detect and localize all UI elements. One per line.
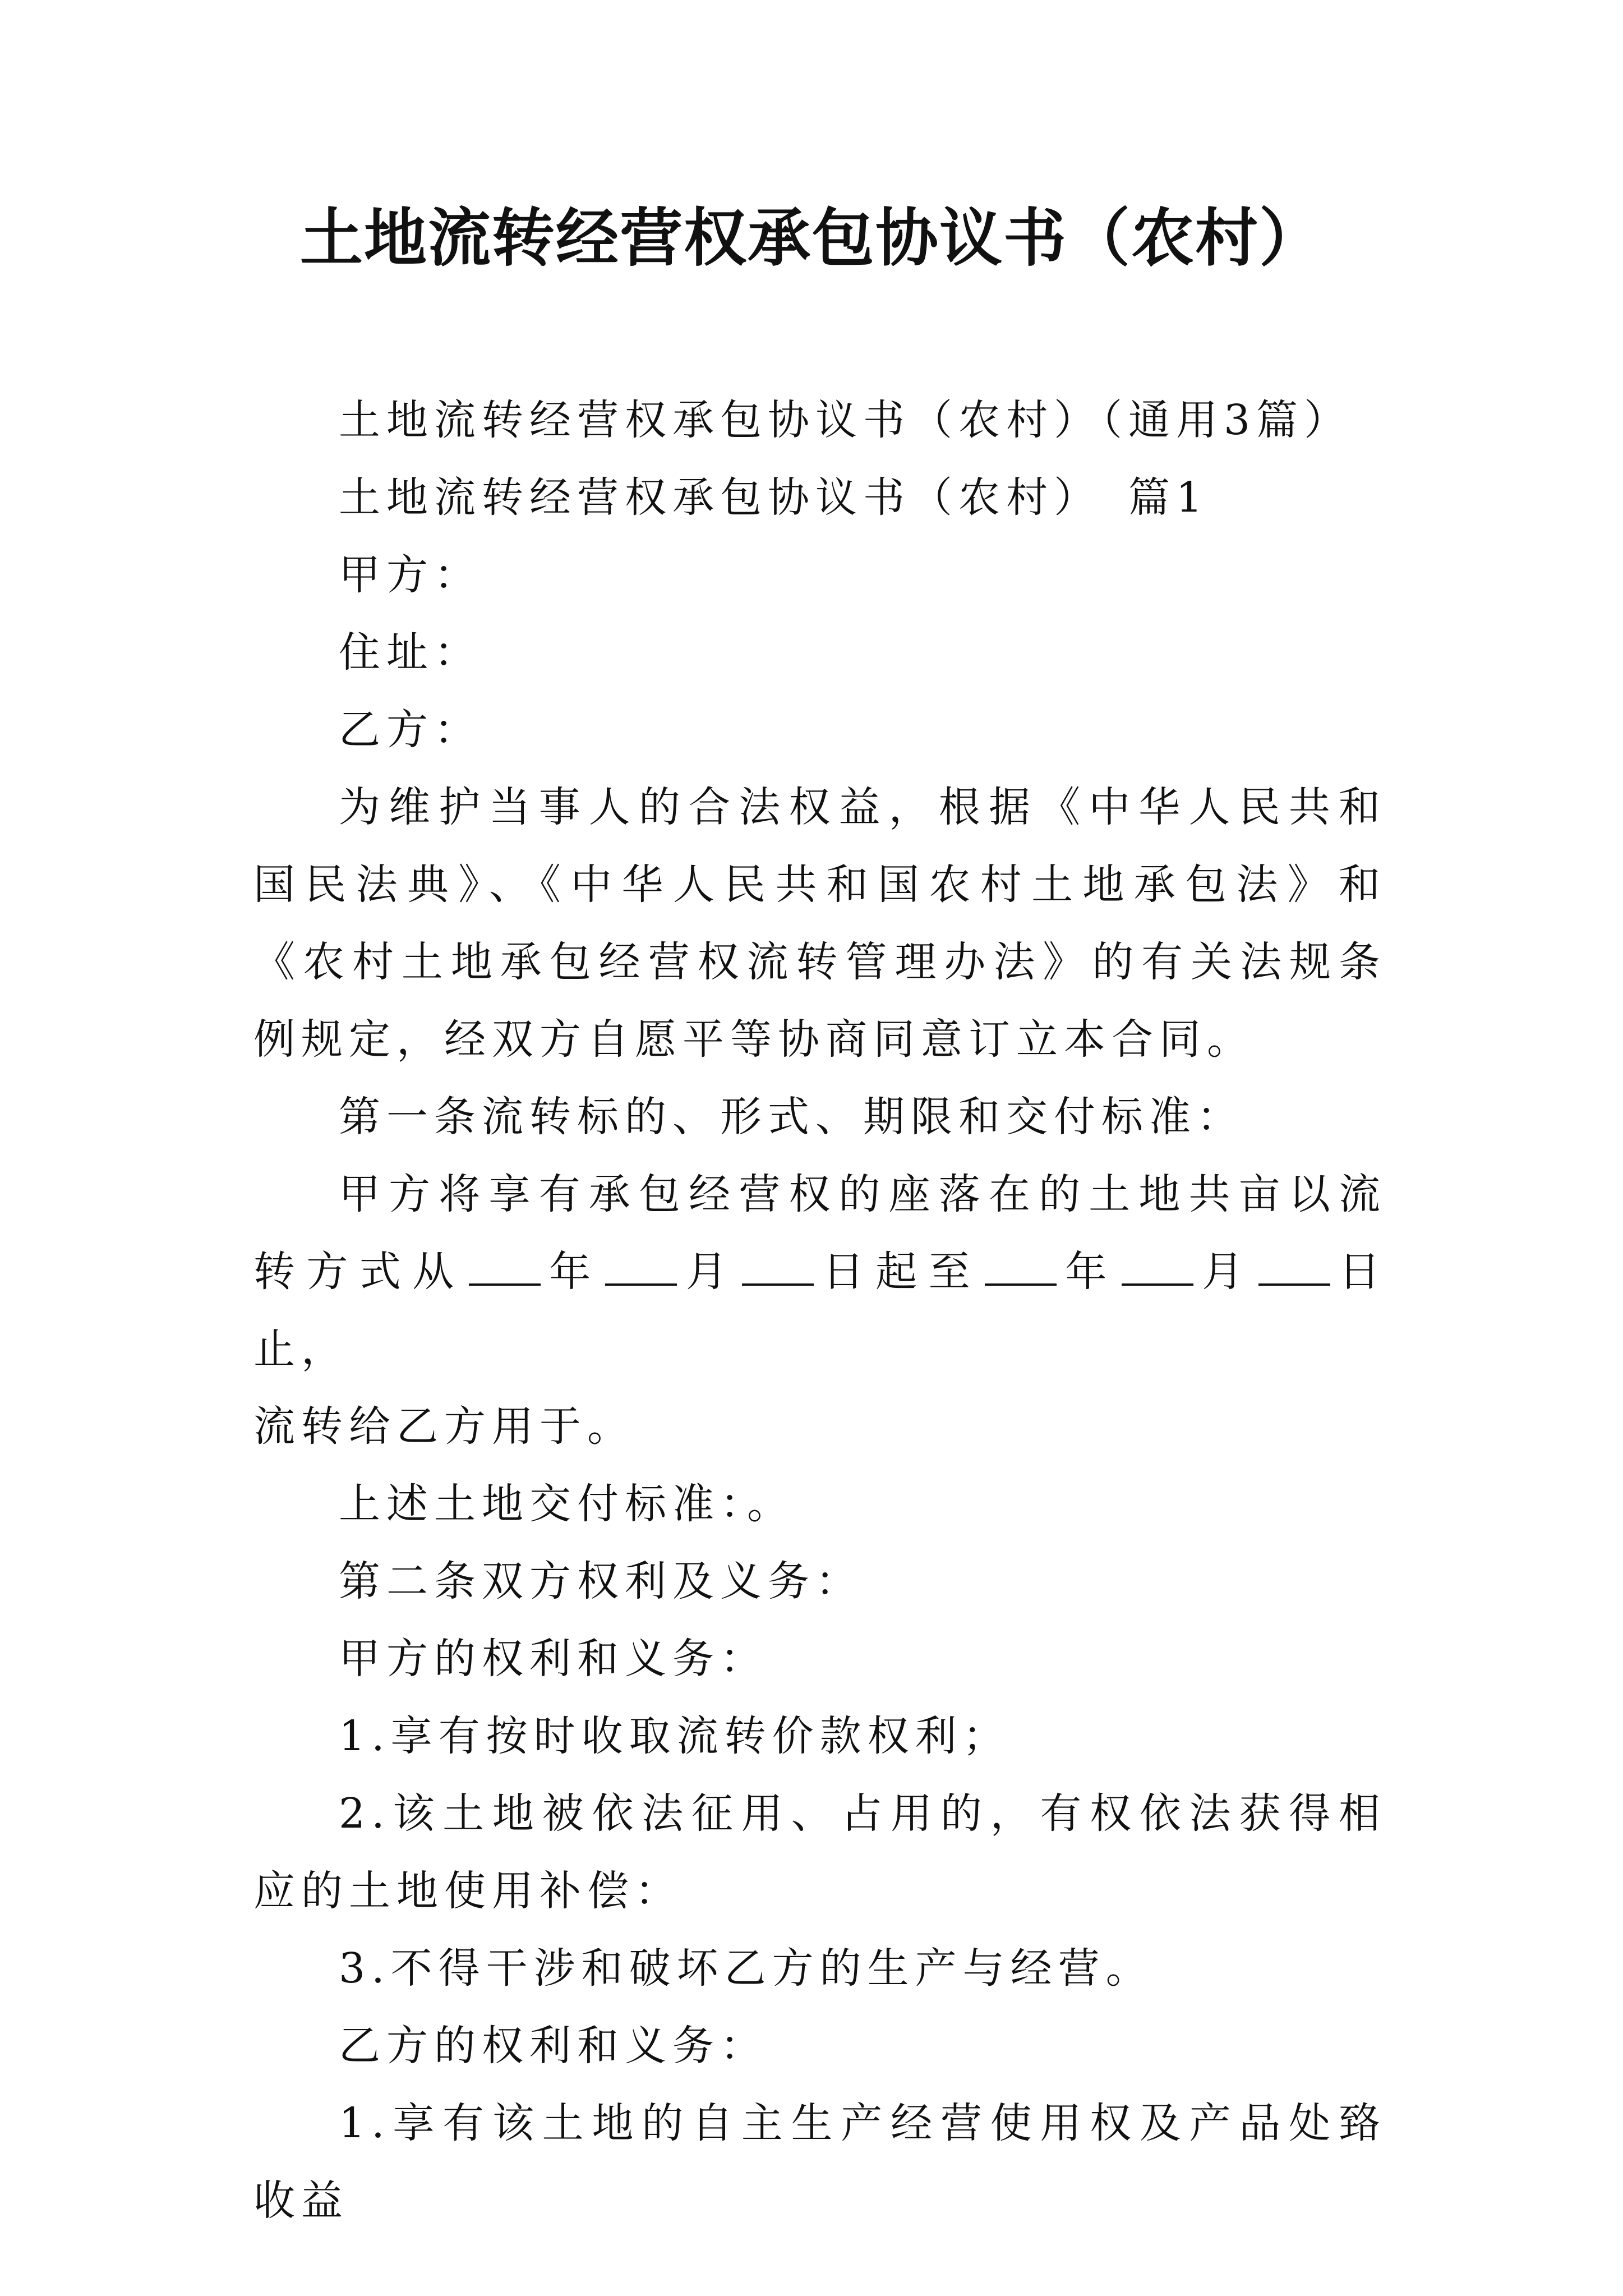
blank-line xyxy=(742,1246,814,1286)
party-b-rights-title: 乙方的权利和义务： xyxy=(339,2022,768,2070)
document-title: 土地流转经营权承包协议书（农村） xyxy=(300,201,1323,275)
document-body xyxy=(253,381,1386,2239)
article1-text-b: 流转给乙方用于。 xyxy=(253,1402,635,1451)
party-b-right-1: 1.享有该土地的自主生产经营使用权及产品处臵收益 xyxy=(253,2099,1386,2225)
article1-paragraph xyxy=(253,1156,1386,1388)
article1-day1: 日起至 xyxy=(817,1248,981,1296)
article1-month2: 月 xyxy=(1196,1248,1255,1296)
article1-title: 第一条流转标的、形式、期限和交付标准： xyxy=(339,1093,1244,1141)
blank-line xyxy=(605,1246,677,1286)
article1-text-a: 甲方将享有承包经营权的座落在的土地共亩以流转方式从 xyxy=(253,1170,1386,1296)
article1-year2: 年 xyxy=(1059,1248,1118,1296)
article2-title: 第二条双方权利及义务： xyxy=(339,1557,863,1605)
party-b-line: 乙方： xyxy=(339,706,482,754)
party-a-rights-title: 甲方的权利和义务： xyxy=(339,1635,768,1683)
address-line: 住址： xyxy=(339,628,482,677)
party-a-right-3: 3.不得干涉和破坏乙方的生产与经营。 xyxy=(339,1944,1154,1993)
blank-line xyxy=(469,1246,541,1286)
party-a-line: 甲方： xyxy=(339,551,482,599)
document-subtitle: 土地流转经营权承包协议书（农村）（通用3篇） xyxy=(339,396,1352,444)
party-a-right-1: 1.享有按时收取流转价款权利； xyxy=(339,1712,1011,1760)
article1-day2: 日止， xyxy=(253,1248,1387,1373)
party-a-right-2: 2.该土地被依法征用、占用的，有权依法获得相应的土地使用补偿： xyxy=(253,1789,1386,1915)
blank-line xyxy=(1258,1246,1330,1286)
delivery-standard: 上述土地交付标准：。 xyxy=(339,1480,795,1528)
article1-month1: 月 xyxy=(680,1248,739,1296)
blank-line xyxy=(985,1246,1057,1286)
section-heading: 土地流转经营权承包协议书（农村） 篇1 xyxy=(339,473,1209,522)
preamble-paragraph: 为维护当事人的合法权益，根据《中华人民共和国民法典》、《中华人民共和国农村土地承包法》和《农村土地承包经营权流转管理办法》的有关法规条例规定，经双方自愿平等协商同意订立本合同。 xyxy=(253,783,1386,1064)
article1-year1: 年 xyxy=(543,1248,602,1296)
blank-line xyxy=(1122,1246,1193,1286)
